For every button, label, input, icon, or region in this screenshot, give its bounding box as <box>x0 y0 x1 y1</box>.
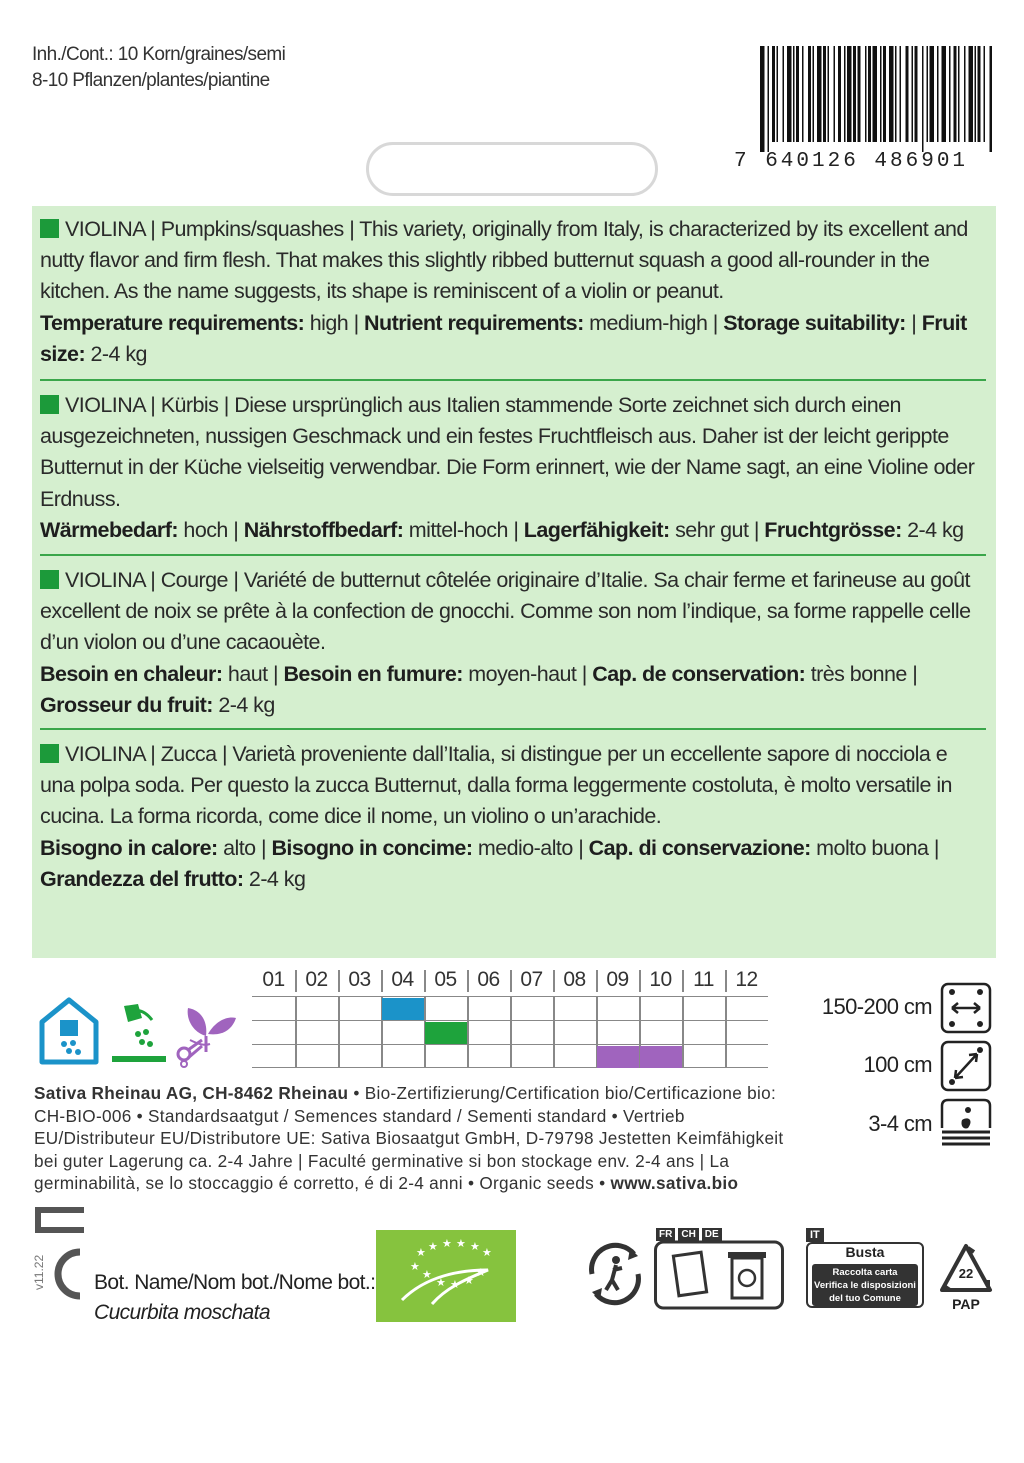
svg-text:★: ★ <box>464 1274 474 1287</box>
attribute-value: molto buona <box>816 835 929 860</box>
svg-text:★: ★ <box>436 1276 446 1289</box>
crop-type: Kürbis <box>160 393 219 417</box>
attribute-label: Nutrient requirements: <box>364 310 584 335</box>
plant-distance-icon <box>940 1040 992 1092</box>
month-separator <box>725 970 727 992</box>
attribute-label: Bisogno in concime: <box>271 835 473 860</box>
attribute-label: Nährstoffbedarf: <box>243 517 404 542</box>
svg-text:★: ★ <box>450 1278 460 1291</box>
variety-name: VIOLINA <box>65 393 145 417</box>
direct-sowing-icon <box>108 1000 170 1066</box>
crop-type: Zucca <box>160 742 217 766</box>
company-website: www.sativa.bio <box>610 1173 739 1194</box>
svg-text:★: ★ <box>422 1268 432 1281</box>
busta-title: Busta <box>845 1244 885 1260</box>
calendar-months <box>252 968 768 996</box>
svg-text:★: ★ <box>456 1237 466 1250</box>
attribute-value: haut <box>227 661 268 686</box>
variety-attributes: Besoin en chaleur: haut | Besoin en fumure: moyen-haut | Cap. de conservation: très bonne | Grosseur du fruit: 2-4 kg <box>40 661 918 717</box>
pap-recycling-code <box>938 1242 994 1314</box>
month-separator <box>639 970 641 992</box>
svg-text:★: ★ <box>428 1240 438 1253</box>
pap-number: 22 <box>958 1266 974 1281</box>
section-it: VIOLINA | Zucca | Varietà proveniente dall’Italia, si distingue per un eccellente sapore di nocciola e una polpa soda. Per questo la zucca Butternut, dalla forma leggermente costoluta, è molto versatile in cucina. La forma ricorda, come dice il nome, un violino o un’arachide. Bisogno in calore: alto | Bisogno in concime: medio-alto | Cap. di conservazione: molto buona | Grandezza del frutto: 2-4 kg <box>40 739 986 895</box>
svg-text:★: ★ <box>416 1246 426 1259</box>
variety-name: VIOLINA <box>65 742 145 766</box>
country-tag: CH <box>678 1228 698 1241</box>
attribute-label: Bisogno in calore: <box>40 835 218 860</box>
attribute-label: Grandezza del frutto: <box>40 866 244 891</box>
month-label: 08 <box>563 968 586 991</box>
content-quantity: Inh./Cont.: 10 Korn/graines/semi <box>32 44 286 65</box>
hang-hole <box>366 142 658 196</box>
variety-description: Variété de butternut côtelée originaire d’Italie. Sa chair ferme et farineuse au goût excellent de noix se prête à la confection de gnocchi. Comme son nom l’indique, sa forme rappelle celle d’un violon ou d’une cacaouète. <box>40 568 971 655</box>
attribute-value: high <box>309 310 349 335</box>
attribute-value: medium-high <box>589 310 708 335</box>
calendar-col-line <box>553 996 555 1068</box>
row-distance-icon <box>940 982 992 1034</box>
country-tag: FR <box>656 1228 675 1241</box>
attribute-value: 2-4 kg <box>907 517 964 542</box>
botanical-name <box>94 1268 375 1328</box>
barcode-number: 7 640126 486901 <box>734 150 969 173</box>
barcode <box>758 46 992 152</box>
month-label: 01 <box>262 968 285 991</box>
disposal-box <box>654 1228 784 1310</box>
variety-description: Varietà proveniente dall’Italia, si distingue per un eccellente sapore di nocciola e una polpa soda. Per questo la zucca Butternut, dalla forma leggermente costoluta, è molto versatile in cucina. La forma ricorda, come dice il nome, un violino o un’arachide. <box>40 742 952 829</box>
calendar-col-line <box>295 996 297 1068</box>
calendar-grid <box>252 996 768 1068</box>
svg-text:★: ★ <box>470 1240 480 1253</box>
description-panel <box>32 206 996 958</box>
indoor-sowing-icon <box>38 996 100 1066</box>
month-label: 03 <box>348 968 371 991</box>
section-de: VIOLINA | Kürbis | Diese ursprünglich aus Italien stammende Sorte zeichnet sich durch einen ausgezeichneten, nussigen Geschmack und ein festes Fruchtfleisch aus. Daher ist der leicht gerippte Butternut in der Küche vielseitig verwendbar. Die Form erinnert, wie der Name sagt, an eine Violine oder Erdnuss. Wärmebedarf: hoch | Nährstoffbedarf: mittel-hoch | Lagerfähigkeit: sehr gut | Fruchtgrösse: 2-4 kg <box>40 390 986 546</box>
attribute-value: medio-alto <box>477 835 573 860</box>
attribute-value: très bonne <box>810 661 907 686</box>
month-label: 09 <box>606 968 629 991</box>
month-separator <box>682 970 684 992</box>
variety-attributes: Wärmebedarf: hoch | Nährstoffbedarf: mittel-hoch | Lagerfähigkeit: sehr gut | Fruchtgrösse: 2-4 kg <box>40 517 964 542</box>
month-label: 06 <box>477 968 500 991</box>
calendar-col-line <box>510 996 512 1068</box>
variety-description: Diese ursprünglich aus Italien stammende Sorte zeichnet sich durch einen ausgezeichneten, nussigen Geschmack und ein festes Fruchtfleisch aus. Daher ist der leicht gerippte Butternut in der Küche vielseitig verwendbar. Die Form erinnert, wie der Name sagt, an eine Violine oder Erdnuss. <box>40 393 975 511</box>
month-label: 11 <box>693 968 714 991</box>
crop-type: Pumpkins/squashes <box>160 217 344 241</box>
month-separator <box>424 970 426 992</box>
busta-line3: del tuo Comune <box>829 1293 901 1304</box>
attribute-value: moyen-haut <box>468 661 577 686</box>
version-label: v11.22 <box>32 1254 46 1290</box>
busta-label <box>806 1228 924 1310</box>
sowing-depth-icon <box>940 1098 992 1150</box>
variety-name: VIOLINA <box>65 217 145 241</box>
attribute-label: Fruchtgrösse: <box>764 517 902 542</box>
sowing-depth-value: 3-4 cm <box>868 1111 932 1136</box>
harvest-icon <box>172 996 238 1068</box>
attribute-value: 2-4 kg <box>218 692 275 717</box>
section-en: VIOLINA | Pumpkins/squashes | This variety, originally from Italy, is characterized by its excellent and nutty flavor and firm flesh. That makes this slightly ribbed butternut squash a good all-rounder in the kitchen. As the name suggests, its shape is reminiscent of a violin or peanut. Temperature requirements: high | Nutrient requirements: medium-high | Storage suitability: | Fruit size: 2-4 kg <box>40 214 986 370</box>
variety-name: VIOLINA <box>65 568 145 592</box>
row-distance-value: 150-200 cm <box>821 994 932 1019</box>
variety-attributes: Temperature requirements: high | Nutrient requirements: medium-high | Storage suitability: | Fruit size: 2-4 kg <box>40 310 967 366</box>
crop-type: Courge <box>160 568 228 592</box>
content-info <box>32 42 285 94</box>
certification-text: • Bio-Zertifizierung/Certification bio/Certificazione bio: CH-BIO-006 • Standardsaatgut / Semences standard / Sementi standard • Vertrieb EU/Distributeur EU/Distributore UE: Sativa Biosaatgut GmbH, D-79798 Jestetten <box>34 1083 777 1149</box>
calendar-col-line <box>467 996 469 1068</box>
attribute-label: Temperature requirements: <box>40 310 305 335</box>
svg-text:★: ★ <box>476 1266 486 1279</box>
company-info <box>34 1082 806 1195</box>
germination-text: Keimfähigkeit bei guter Lagerung ca. 2-4 Jahre | Faculté germinative si bon stockage env. 2-4 ans | La germinabilità, se lo stoccaggio é corretto, é di 2-4 anni • Organic seeds • <box>34 1128 784 1194</box>
month-separator <box>381 970 383 992</box>
calendar-cell-harvest <box>640 1046 682 1068</box>
attribute-value: alto <box>223 835 256 860</box>
attribute-value: 2-4 kg <box>90 341 147 366</box>
attribute-value: sehr gut <box>675 517 749 542</box>
month-label: 05 <box>434 968 457 991</box>
section-divider <box>40 728 986 730</box>
calendar-cell-indoor-sowing <box>382 998 424 1020</box>
disposal-countries <box>656 1228 722 1241</box>
company-name: Sativa Rheinau AG, CH-8462 Rheinau <box>34 1083 349 1103</box>
attribute-label: Wärmebedarf: <box>40 517 178 542</box>
attribute-value: mittel-hoch <box>408 517 508 542</box>
green-square-icon <box>40 395 59 414</box>
calendar-cell-harvest <box>597 1046 639 1068</box>
calendar-col-line <box>725 996 727 1068</box>
month-label: 10 <box>649 968 672 991</box>
month-separator <box>596 970 598 992</box>
attribute-label: Storage suitability: <box>723 310 906 335</box>
month-label: 12 <box>735 968 758 991</box>
calendar-col-line <box>338 996 340 1068</box>
content-plants: 8-10 Pflanzen/plantes/piantine <box>32 70 270 91</box>
botanical-name-value: Cucurbita moschata <box>94 1301 270 1324</box>
variety-description: This variety, originally from Italy, is characterized by its excellent and nutty flavor and firm flesh. That makes this slightly ribbed butternut squash a good all-rounder in the kitchen. As the name suggests, its shape is reminiscent of a violin or peanut. <box>40 217 968 304</box>
attribute-label: Cap. de conservation: <box>592 661 806 686</box>
eu-organic-logo <box>376 1230 516 1322</box>
busta-country: IT <box>806 1228 824 1242</box>
attribute-label: Fruit size: <box>40 310 967 366</box>
svg-text:★: ★ <box>482 1246 492 1259</box>
section-divider <box>40 379 986 381</box>
month-separator <box>553 970 555 992</box>
attribute-label: Lagerfähigkeit: <box>523 517 670 542</box>
svg-text:★: ★ <box>410 1260 420 1273</box>
month-separator <box>467 970 469 992</box>
month-separator <box>510 970 512 992</box>
variety-attributes: Bisogno in calore: alto | Bisogno in concime: medio-alto | Cap. di conservazione: molto buona | Grandezza del frutto: 2-4 kg <box>40 835 939 891</box>
green-square-icon <box>40 744 59 763</box>
section-divider <box>40 554 986 556</box>
attribute-value: 2-4 kg <box>248 866 306 891</box>
attribute-label: Besoin en chaleur: <box>40 661 223 686</box>
attribute-value: hoch <box>183 517 228 542</box>
month-label: 07 <box>520 968 543 991</box>
busta-line2: Verifica le disposizioni <box>814 1280 916 1291</box>
busta-line1: Raccolta carta <box>832 1267 898 1278</box>
svg-text:★: ★ <box>442 1237 452 1250</box>
calendar-cell-direct-sowing <box>425 1022 467 1044</box>
busta-instructions <box>812 1264 918 1306</box>
green-square-icon <box>40 570 59 589</box>
green-square-icon <box>40 219 59 238</box>
calendar-col-line <box>682 996 684 1068</box>
month-separator <box>295 970 297 992</box>
month-label: 04 <box>391 968 414 991</box>
pap-label: PAP <box>952 1296 980 1312</box>
plant-distance-value: 100 cm <box>863 1052 932 1077</box>
month-separator <box>338 970 340 992</box>
month-label: 02 <box>305 968 328 991</box>
country-tag: DE <box>702 1228 722 1241</box>
attribute-label: Grosseur du fruit: <box>40 692 213 717</box>
attribute-label: Cap. di conservazione: <box>588 835 811 860</box>
section-fr: VIOLINA | Courge | Variété de butternut côtelée originaire d’Italie. Sa chair ferme et farineuse au goût excellent de noix se prête à la confection de gnocchi. Comme son nom l’indique, sa forme rappelle celle d’un violon ou d’une cacaouète. Besoin en chaleur: haut | Besoin en fumure: moyen-haut | Cap. de conservation: très bonne | Grosseur du fruit: 2-4 kg <box>40 565 986 721</box>
recycle-person-icon <box>582 1240 648 1308</box>
attribute-label: Besoin en fumure: <box>283 661 463 686</box>
botanical-name-label: Bot. Name/Nom bot./Nome bot.: <box>94 1271 376 1294</box>
